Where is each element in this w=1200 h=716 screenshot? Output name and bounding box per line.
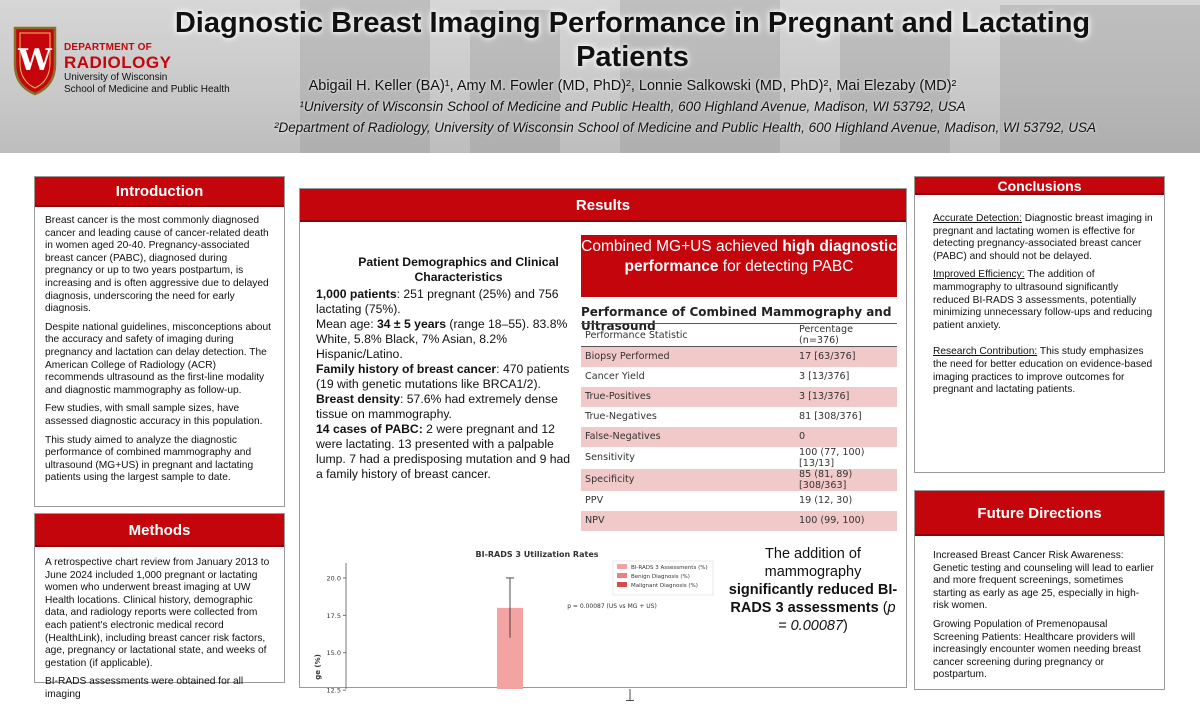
y-tick-label: 17.5 — [326, 611, 341, 620]
table-header-row — [581, 324, 897, 347]
demographics-line: 1,000 patients: 251 pregnant (25%) and 756 lactating (75%). — [316, 287, 559, 316]
future-paragraph: Growing Population of Premenopausal Screening Patients: Healthcare providers will increasingly encounter women needing breast cancer screening during pregnancy or postpartum. — [933, 618, 1141, 681]
performance-callout: Combined MG+US achieved high diagnostic performance for detecting PABC — [581, 235, 897, 297]
logo-university-label: University of Wisconsin — [64, 72, 168, 83]
table-row: Sensitivity 100 (77, 100) [13/13] — [585, 446, 865, 469]
conclusion-item: Improved Efficiency: The addition of mammography to ultrasound significantly reduced BI-RADS 3 assessments, potentially minimizing unnecessary follow-ups and reducing patient anxiety. — [933, 269, 1153, 331]
birads-chart — [312, 545, 718, 695]
methods-body — [35, 547, 284, 716]
author-list: Abigail H. Keller (BA)¹, Amy M. Fowler (MD, PhD)², Lonnie Salkowski (MD, PhD)², Mai Elezaby (MD)² — [308, 78, 957, 94]
future-paragraph: Increased Breast Cancer Risk Awareness: Genetic testing and counseling will lead to earlier and more frequent screenings, sometimes starting as early as age 25, especially in high-risk women. — [933, 550, 1154, 612]
future-directions-panel — [914, 490, 1165, 690]
legend-swatch — [617, 582, 627, 587]
intro-paragraph: This study aimed to analyze the diagnostic performance of combined mammography and ultrasound (MG+US) in pregnant and lactating patients using the largest sample to date. — [45, 434, 254, 484]
conclusions-body — [915, 195, 1164, 411]
results-heading: Results — [300, 189, 906, 222]
birads-chart-svg — [312, 545, 718, 695]
poster-header — [0, 0, 1200, 153]
methods-panel — [34, 513, 285, 700]
table-row: True-Positives 3 [13/376] — [581, 387, 897, 407]
y-tick-label: 20.0 — [326, 574, 341, 583]
birads-finding-note: The addition of mammography significantly reduced BI-RADS 3 assessments (p = 0.00087) — [728, 546, 898, 634]
table-row: NPV 100 (99, 100) — [581, 511, 897, 531]
column-header: Percentage (n=376) — [795, 324, 897, 347]
logo-school-label: School of Medicine and Public Health — [64, 84, 230, 95]
table-row: Cancer Yield 3 [13/376] — [585, 371, 850, 382]
table-row: True-Negatives 81 [308/376] — [585, 411, 862, 422]
affiliation-1: ¹University of Wisconsin School of Medicine and Public Health, 600 Highland Avenue, Madison, WI 53792, USA — [299, 99, 966, 114]
conclusion-item: Research Contribution: This study emphasizes the need for better education on evidence-based imaging practices to improve outcomes for pregnant and lactating patients. — [933, 346, 1153, 396]
table-row: Biopsy Performed 17 [63/376] — [581, 347, 897, 367]
results-panel — [299, 188, 907, 695]
poster-title: Diagnostic Breast Imaging Performance in Pregnant and Lactating Patients — [174, 7, 1091, 73]
conclusions-panel — [914, 176, 1165, 473]
performance-table — [581, 323, 897, 531]
uw-crest-icon — [12, 24, 58, 96]
future-directions-heading: Future Directions — [915, 491, 1164, 536]
demographics-title: Patient Demographics and Clinical Characteristics — [358, 255, 559, 284]
table-row: Specificity 85 (81, 89) [308/363] — [581, 469, 897, 491]
chart-annotation: p = 0.00087 (US vs MG + US) — [567, 603, 657, 610]
methods-paragraph: A retrospective chart review from January 2013 to June 2024 included 1,000 pregnant or lactating women who underwent breast imaging at UW Health locations. Clinical history, demographic data, and radiology reports were collected from each patient's electronic medical record (HealthLink), including breast cancer risk factors, age, pregnancy or lactational state, and weeks of gestation (if applicable). — [45, 557, 270, 669]
column-header: Performance Statistic — [581, 324, 795, 347]
y-tick-label: 15.0 — [326, 649, 341, 658]
conclusions-heading: Conclusions — [915, 177, 1164, 195]
y-tick-label: 12.5 — [326, 686, 341, 695]
future-directions-body — [915, 536, 1164, 696]
legend-label: Benign Diagnosis (%) — [631, 574, 690, 580]
demographics-line: Mean age: 34 ± 5 years (range 18–55). 83.8% White, 5.8% Black, 7% Asian, 8.2% Hispanic/Latino. — [316, 317, 568, 361]
introduction-panel — [34, 176, 285, 507]
demographics-block — [316, 255, 571, 482]
legend-swatch — [617, 573, 627, 578]
demographics-line: Breast density: 57.6% had extremely dense tissue on mammography. — [316, 392, 558, 421]
intro-paragraph: Breast cancer is the most commonly diagnosed cancer and leading cause of cancer-related death in women aged 20-40. Pregnancy-associated breast cancer (PABC), diagnosed during pregnancy or up to two years postpartum, is increasing and is often aggressive due to delayed diagnosis, underscoring the need for early diagnosis. — [45, 215, 269, 315]
y-axis-label: ge (%) — [314, 654, 322, 680]
legend-label: BI-RADS 3 Assessments (%) — [631, 565, 708, 571]
demographics-line: Family history of breast cancer: 470 patients (19 with genetic mutations like BRCA1/2). — [316, 362, 570, 391]
intro-paragraph: Despite national guidelines, misconceptions about the accuracy and safety of imaging during pregnancy and lactation can delay detection. The American College of Radiology (ACR) recommends ultrasound as the first-line modality and diagnostic mammography as follow-up. — [45, 321, 271, 396]
introduction-body — [35, 207, 284, 499]
table-row: False-Negatives 0 — [581, 427, 897, 447]
conclusion-item: Accurate Detection: Diagnostic breast imaging in pregnant and lactating women is effective for detecting pregnancy-associated breast cancer (PABC) and should not be delayed. — [933, 213, 1153, 262]
demographics-line: 14 cases of PABC: 2 were pregnant and 12 were lactating. 13 presented with a palpable lump. 7 had a predisposing mutation and 9 had a family history of breast cancer. — [316, 422, 571, 481]
introduction-heading: Introduction — [35, 177, 284, 207]
legend-label: Malignant Diagnosis (%) — [631, 583, 698, 589]
affiliation-2: ²Department of Radiology, University of Wisconsin School of Medicine and Public Health, 600 Highland Avenue, Madison, WI 53792, USA — [273, 120, 1097, 135]
logo-radiology-label: RADIOLOGY — [64, 53, 172, 72]
crest-letter: W — [18, 43, 52, 78]
legend-swatch — [617, 564, 627, 569]
methods-paragraph: BI-RADS assessments were obtained for all imaging — [45, 676, 244, 700]
intro-paragraph: Few studies, with small sample sizes, have assessed diagnostic accuracy in this population. — [45, 403, 263, 427]
logo-department-label: DEPARTMENT OF — [64, 42, 152, 53]
chart-title: BI-RADS 3 Utilization Rates — [475, 550, 599, 559]
methods-heading: Methods — [35, 514, 284, 547]
performance-table-title: Performance of Combined Mammography and Ultrasound — [581, 305, 892, 333]
table-row: PPV 19 (12, 30) — [585, 495, 853, 506]
